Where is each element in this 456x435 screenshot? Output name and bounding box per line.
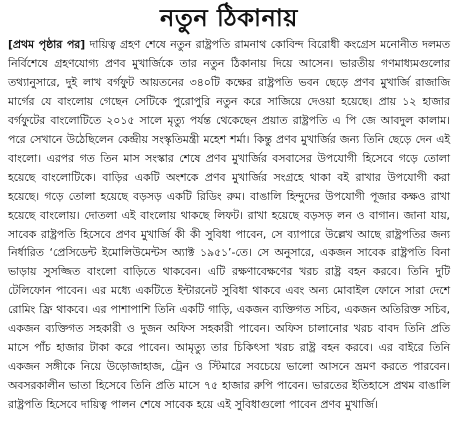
article-body xyxy=(8,36,450,415)
article-body-text: দায়িত্ব গ্রহণ শেষে নতুন রাষ্ট্রপতি রামনাথ কোবিন্দ বিরোধী কংগ্রেস মনোনীত দলমত নির্বিশেষে গ্রহণযোগ্য প্রণব মুখার্জিকে তার নতুন ঠিকানায় দিয়ে আসেন। ভারতীয় গণমাধ্যমগুলোর তথ্যানুসারে, দুই লাখ বর্গফুট আয়তনের ৩৪০টি কক্ষের রাষ্ট্রপতি ভবন ছেড়ে প্রণব মুখার্জি রাজাজি মার্গের যে বাংলোয় গেছেন সেটিকে পুরোপুরি নতুন করে সাজিয়ে দেওয়া হয়েছে। প্রায় ১২ হাজার বর্গফুটের বাংলোটিতে ২০১৫ সালে মৃত্যু পর্যন্ত থেকেছেন প্রয়াত রাষ্ট্রপতি এ পি জে আবদুল কালাম। পরে সেখানে উঠেছিলেন কেন্দ্রীয় সংস্কৃতিমন্ত্রী মহেশ শর্মা। কিন্তু প্রণব মুখার্জির জন্য তিনি ছেড়ে দেন এই বাংলো। এরপর গত তিন মাস সংস্কার শেষে প্রণব মুখার্জির বসবাসের উপযোগী হিসেবে গড়ে তোলা হয়েছে বাংলোটিকে। বাড়ির একটি অংশকে প্রণব মুখার্জির সংগ্রহে থাকা বই রাখার উপযোগী করা হয়েছে। গড়ে তোলা হয়েছে বড়সড় একটি রিডিং রুম। বাঙালি হিন্দুদের উপযোগী পূজার কক্ষও রাখা হয়েছে বাংলোয়। দোতলা এই বাংলোয় থাকছে লিফট। রাখা হয়েছে বড়সড় লন ও বাগান। জানা যায়, সাবেক রাষ্ট্রপতি হিসেবে প্রণব মুখার্জি কী কী সুবিধা পাবেন, সে ব্যাপারে উল্লেখ আছে রাষ্ট্রপতির জন্য নির্ধারিত ‘প্রেসিডেন্ট ইমোলিউমেন্টস অ্যাক্ট ১৯৫১’-তে। সে অনুসারে, একজন সাবেক রাষ্ট্রপতি বিনা ভাড়ায় সুসজ্জিত বাংলো বাড়িতে থাকবেন। এটি রক্ষণাবেক্ষণের খরচ রাষ্ট্র বহন করবে। তিনি দুটি টেলিফোন পাবেন। এর মধ্যে একটিতে ইন্টারনেট সুবিধা থাকবে এবং অন্য মোবাইল ফোনে সারা দেশে রোমিং ফ্রি থাকবে। এর পাশাপাশি তিনি একটি গাড়ি, একজন ব্যক্তিগত সচিব, একজন অতিরিক্ত সচিব, একজন ব্যক্তিগত সহকারী ও দুজন অফিস সহকারী পাবেন। অফিস চালানোর খরচ বাবদ তিনি প্রতি মাসে পাঁচ হাজার টাকা করে পাবেন। আমৃত্যু তার চিকিৎসা খরচ রাষ্ট্র বহন করবে। এর বাইরে তিনি একজন সঙ্গীকে নিয়ে উড়োজাহাজ, ট্রেন ও স্টিমারে সবচেয়ে ভালো আসনে ভ্রমণ করতে পারবেন। অবসরকালীন ভাতা হিসেবে তিনি প্রতি মাসে ৭৫ হাজার রুপি পাবেন। ভারতের ইতিহাসে প্রথম বাঙালি রাষ্ট্রপতি হিসেবে দায়িত্ব পালন শেষে সাবেক হয়ে এই সুবিধাগুলো পাবেন প্রণব মুখার্জি। xyxy=(8,38,450,412)
continuation-label: [প্রথম পৃষ্ঠার পর] xyxy=(8,38,86,51)
article-headline: নতুন ঠিকানায় xyxy=(160,4,298,32)
